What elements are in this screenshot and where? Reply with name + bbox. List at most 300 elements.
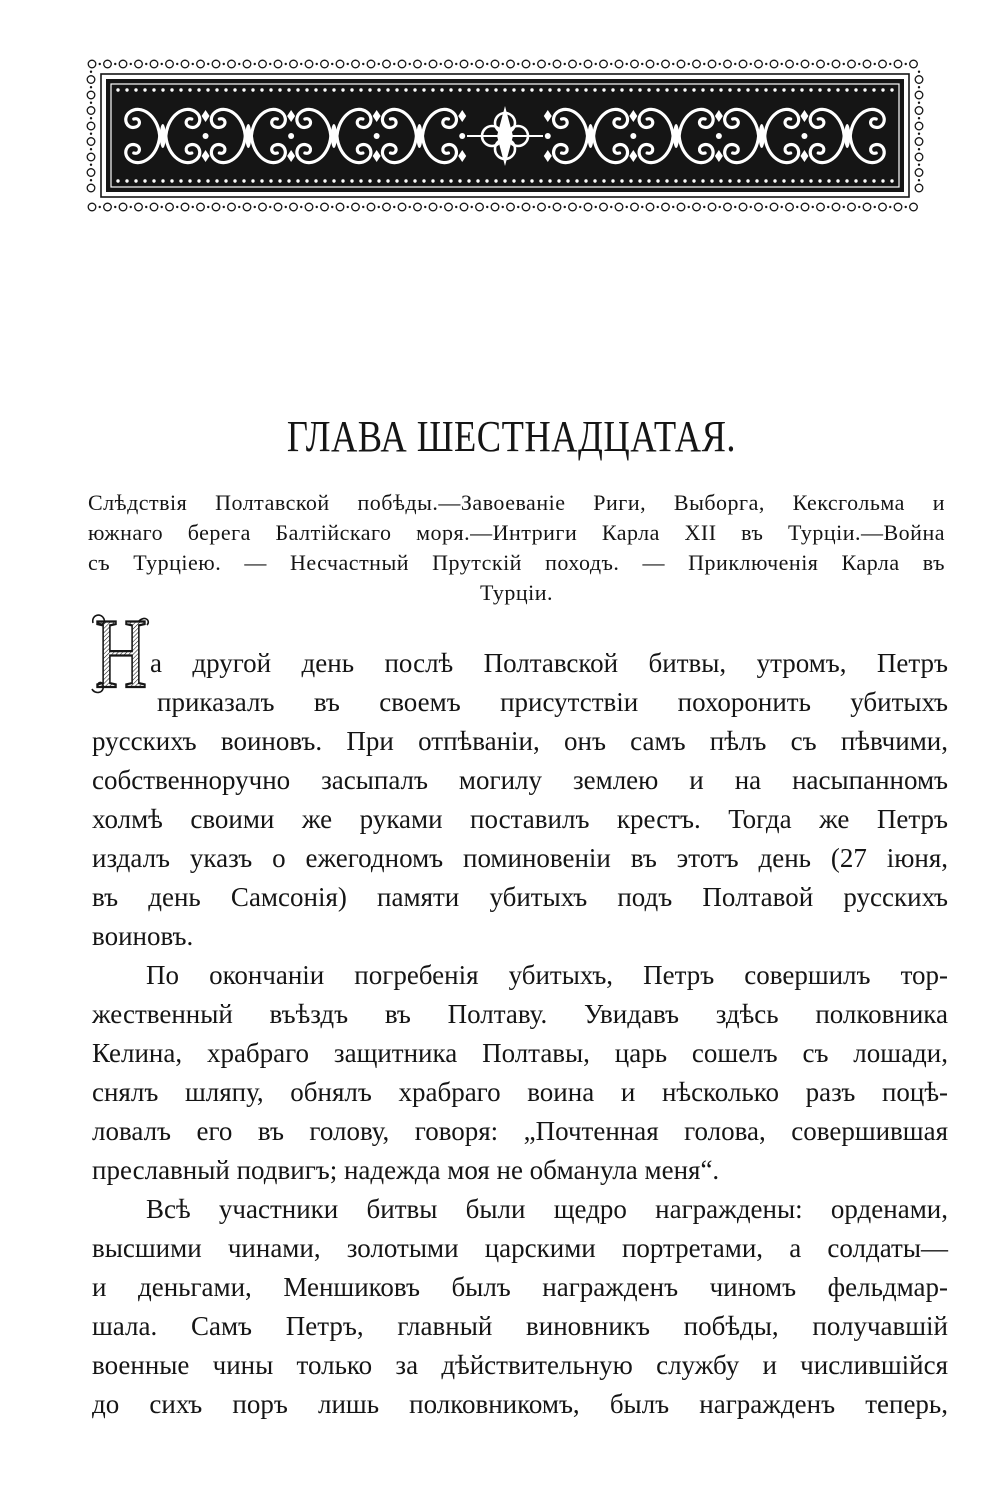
ornament-bead [161,179,164,182]
ornament-bead [854,88,857,91]
ornament-bead [296,88,299,91]
ornament-ring [87,138,95,146]
ornament-ring [584,60,592,68]
ornament-bead [512,88,515,91]
ornament-bead [494,179,497,182]
ornament-dot [548,63,550,65]
ornament-dot [316,63,318,65]
ornament-ring [181,60,189,68]
ornament-dot [781,63,783,65]
ornament-dot [812,63,814,65]
ornament-bead [233,88,236,91]
ornament-bead [746,88,749,91]
ornament-bead [368,88,371,91]
ornament-dot [595,63,597,65]
ornament-bead [251,88,254,91]
ornament-dot [223,206,225,208]
ornament-leaf [416,124,422,148]
ornament-bead [350,88,353,91]
ornament-ring [383,203,391,211]
ornament-bead [314,179,317,182]
ornament-dot [192,63,194,65]
ornament-ring [181,203,189,211]
ornament-dot [161,206,163,208]
ornament-ring [243,60,251,68]
ornament-bead [611,179,614,182]
ornament-dot [812,206,814,208]
ornament-dot [781,206,783,208]
ornament-bead [611,88,614,91]
ornament-ring [166,60,174,68]
ornament-ring [305,60,313,68]
body-line: преславный подвигъ; надежда моя не обманула меня“. [92,1154,720,1185]
ornament-ring [87,76,95,84]
ornament-ring [87,107,95,115]
ornament-bead [413,179,416,182]
ornament-ring [87,184,95,192]
ornament-bead [692,179,695,182]
ornament-bead [836,88,839,91]
ornament-ring [915,76,923,84]
ornament-divider-dot [459,133,465,139]
body-line: въ день Самсонія) памяти убитыхъ подъ Полтавой русскихъ [92,881,948,912]
ornament-ring [88,60,96,68]
ornament-bead [143,88,146,91]
ornament-bead [683,88,686,91]
ornament-ring [429,203,437,211]
ornament-ring [166,203,174,211]
ornament-ring [693,203,701,211]
ornament-dot [99,63,101,65]
ornament-bead [881,88,884,91]
ornament-dot [548,206,550,208]
ornament-bead [296,179,299,182]
summary-line: южнаго берега Балтійскаго моря.—Интриги Карла XII въ Турціи.—Война [88,520,945,545]
body-line: издалъ указъ о ежегодномъ поминовеніи въ этотъ день (27 іюня, [92,842,948,873]
ornament-ring [445,203,453,211]
ornament-bead [530,88,533,91]
ornament-dot [918,164,920,166]
ornament-bead [620,179,623,182]
ornament-ring [460,203,468,211]
ornament-ring [915,122,923,130]
ornament-divider-dot [288,133,294,139]
ornament-bead [719,179,722,182]
ornament-ring [915,169,923,177]
ornament-bead [314,88,317,91]
ornament-bead [728,179,731,182]
ornament-bead [476,179,479,182]
ornament-ring [615,60,623,68]
ornament-bead [449,88,452,91]
ornament-ring [305,203,313,211]
ornament-bead [206,88,209,91]
ornament-ring [87,153,95,161]
ornament-bead [629,88,632,91]
ornament-ring [383,60,391,68]
ornament-dot [393,63,395,65]
ornament-bead [557,88,560,91]
ornament-ring [786,60,794,68]
body-line: воиновъ. [92,920,194,951]
ornament-bead [782,179,785,182]
ornament-dot [90,133,92,135]
ornament-dot [378,206,380,208]
ornament-dot [703,206,705,208]
ornament-bead [530,179,533,182]
ornament-dot [331,63,333,65]
ornament-bead [188,88,191,91]
ornament-dot [90,164,92,166]
ornament-dot [285,206,287,208]
body-line: снялъ шляпу, обнялъ храбраго воина и нѣсколько разъ поцѣ- [92,1076,948,1107]
ornament-bead [386,179,389,182]
ornament-ring [119,60,127,68]
ornament-dot [905,63,907,65]
drop-cap-letter: Н [95,598,147,709]
ornament-leaf [331,124,337,148]
ornament-bead [404,179,407,182]
ornament-dot [641,206,643,208]
ornament-dot [300,63,302,65]
ornament-bead [188,179,191,182]
ornament-ring [476,60,484,68]
ornament-ring [88,203,96,211]
ornament-bead [377,179,380,182]
ornament-bead [512,179,515,182]
body-line: Всѣ участники битвы были щедро награждены: орденами, [146,1193,948,1224]
ornament-dot [672,206,674,208]
ornament-leaf [844,124,850,148]
ornament-ring [212,60,220,68]
ornament-ring [677,203,685,211]
ornament-dot [90,148,92,150]
ornament-bead [647,88,650,91]
chapter-summary [88,488,945,608]
ornament-bead [773,88,776,91]
ornament-dot [626,206,628,208]
ornament-dot [918,133,920,135]
ornament-dot [254,206,256,208]
ornament-bead [818,179,821,182]
ornament-dot [455,63,457,65]
ornament-ring [915,107,923,115]
body-line: военные чины только за дѣйствительную службу и числившійся [92,1349,948,1380]
ornament-bead [125,88,128,91]
ornament-dot [114,63,116,65]
ornament-ring [414,60,422,68]
ornament-bead [467,179,470,182]
ornament-ring [553,203,561,211]
ornament-bead [143,179,146,182]
ornament-ring [708,60,716,68]
ornament-dot [874,206,876,208]
ornament-ring [87,122,95,130]
ornament-bead [269,88,272,91]
ornament-bead [431,88,434,91]
ornament-dot [905,206,907,208]
ornament-bead [872,179,875,182]
ornament-dot [734,206,736,208]
ornament-bead [116,88,119,91]
ornament-bead [287,179,290,182]
ornament-dot [688,63,690,65]
ornament-bead [764,179,767,182]
ornament-dot [918,86,920,88]
ornament-dot [657,63,659,65]
ornament-bead [215,179,218,182]
ornament-ring [677,60,685,68]
ornament-dot [641,63,643,65]
ornament-dot [564,63,566,65]
ornament-bead [395,88,398,91]
ornament-bead [809,179,812,182]
ornament-dot [440,206,442,208]
ornament-dot [207,206,209,208]
ornament-ring [646,203,654,211]
ornament-ring [274,60,282,68]
ornament-bead [647,179,650,182]
ornament-dot [517,63,519,65]
ornament-bead [692,88,695,91]
ornament-dot [827,206,829,208]
ornament-bead [584,88,587,91]
ornament-ring [801,203,809,211]
ornament-ring [212,203,220,211]
ornament-dot [161,63,163,65]
ornament-dot [502,206,504,208]
ornament-dot [347,63,349,65]
ornament-dot [176,63,178,65]
ornament-dot [750,63,752,65]
ornament-dot [378,63,380,65]
ornament-leaf [588,124,594,148]
ornament-ring [445,60,453,68]
ornament-bead [152,179,155,182]
ornament-ring [910,60,918,68]
ornament-dot [207,63,209,65]
ornament-bead [638,179,641,182]
ornament-bead [701,179,704,182]
ornament-dot [455,206,457,208]
ornament-bead [305,88,308,91]
ornament-ring [336,60,344,68]
ornament-bead [872,88,875,91]
ornament-bead [773,179,776,182]
ornament-ring [600,60,608,68]
ornament-bead [710,88,713,91]
ornament-ring [429,60,437,68]
ornament-dot [889,206,891,208]
ornament-bead [386,88,389,91]
ornament-dot [827,63,829,65]
ornament-dot [533,206,535,208]
ornament-leaf [245,124,251,148]
body-line: русскихъ воиновъ. При отпѣваніи, онъ самъ пѣлъ съ пѣвчими, [92,725,948,756]
ornament-ring [915,153,923,161]
ornament-dot [285,63,287,65]
ornament-bead [593,88,596,91]
ornament-bead [242,88,245,91]
ornament-bead [638,88,641,91]
ornament-ring [290,60,298,68]
ornament-bead [737,88,740,91]
ornament-bead [476,88,479,91]
ornament-bead [791,179,794,182]
ornament-ring [631,60,639,68]
ornament-bead [503,88,506,91]
ornament-ring [662,203,670,211]
body-line: жественный въѣздъ въ Полтаву. Увидавъ здѣсь полковника [92,998,948,1029]
ornament-leaf [160,124,166,148]
body-line: ловалъ его въ голову, говоря: „Почтенная голова, совершившая [92,1115,948,1146]
ornament-ring [352,60,360,68]
ornament-ring [104,60,112,68]
summary-line: съ Турціею. — Несчастный Прутскій походъ. — Приключенія Карла въ [88,550,945,575]
ornament-dot [657,206,659,208]
ornament-dot [90,86,92,88]
ornament-ring [150,60,158,68]
ornament-bead [458,88,461,91]
ornament-dot [918,148,920,150]
ornament-ring [915,91,923,99]
ornament-bead [332,179,335,182]
ornament-bead [836,179,839,182]
ornament-dot [90,71,92,73]
ornament-ring [863,203,871,211]
body-line: шала. Самъ Петръ, главный виновникъ побѣды, получавшій [92,1310,948,1341]
ornament-ring [848,203,856,211]
ornament-bead [422,179,425,182]
body-line: Келина, храбраго защитника Полтавы, царь сошелъ съ лошади, [92,1037,948,1068]
ornament-dot [90,102,92,104]
ornament-ring [817,203,825,211]
ornament-ring [569,203,577,211]
ornament-bead [755,179,758,182]
ornament-dot [610,206,612,208]
ornament-bead [215,88,218,91]
ornament-ring [755,60,763,68]
ornament-dot [409,206,411,208]
ornament-bead [395,179,398,182]
ornament-bead [521,88,524,91]
ornament-ring [662,60,670,68]
ornament-ring [135,60,143,68]
ornament-bead [665,88,668,91]
ornament-bead [458,179,461,182]
ornament-dot [176,206,178,208]
ornament-bead [206,179,209,182]
ornament-bead [332,88,335,91]
ornament-bead [125,179,128,182]
ornament-dot [269,63,271,65]
ornament-dot [90,117,92,119]
ornament-dot [114,206,116,208]
ornament-ring [414,203,422,211]
ornament-dot [765,63,767,65]
body-line: приказалъ въ своемъ присутствіи похоронить убитыхъ [157,686,948,717]
ornament-bead [575,179,578,182]
ornament-bead [593,179,596,182]
ornament-ring [915,138,923,146]
ornament-bead [782,88,785,91]
ornament-dot [595,206,597,208]
ornament-dot [223,63,225,65]
ornament-bead [791,88,794,91]
ornament-dot [347,206,349,208]
ornament-ring [197,60,205,68]
ornament-dot [796,63,798,65]
ornament-bead [746,179,749,182]
ornament-bead [701,88,704,91]
ornament-ring [832,60,840,68]
ornament-dot [889,63,891,65]
ornament-leaf [673,124,679,148]
ornament-dot [858,206,860,208]
ornament-ring [538,203,546,211]
ornament-ring [770,203,778,211]
ornament-dot [703,63,705,65]
ornament-bead [827,88,830,91]
ornament-dot [362,63,364,65]
ornament-bead [539,179,542,182]
ornament-bead [890,179,893,182]
ornament-bead [161,88,164,91]
ornament-ring [274,203,282,211]
ornament-dot [99,206,101,208]
ornament-ring [150,203,158,211]
body-line: собственноручно засыпалъ могилу землею и на насыпанномъ [92,764,948,795]
ornament-divider-dot [801,133,807,139]
ornament-ring [321,203,329,211]
ornament-bead [566,179,569,182]
ornament-ring [848,60,856,68]
ornament-bead [494,88,497,91]
ornament-bead [341,88,344,91]
ornament-ring [259,203,267,211]
ornament-ring [104,203,112,211]
ornament-dot [517,206,519,208]
ornament-bead [548,179,551,182]
ornament-ring [491,203,499,211]
ornament-ring [243,203,251,211]
ornament-dot [719,63,721,65]
ornament-dot [238,206,240,208]
ornament-dot [719,206,721,208]
ornament-bead [260,179,263,182]
headpiece-ornament [84,57,926,214]
ornament-ring [491,60,499,68]
ornament-dot [486,63,488,65]
ornament-bead [341,179,344,182]
ornament-bead [809,88,812,91]
ornament-dot [238,63,240,65]
ornament-divider-dot [630,133,636,139]
ornament-ring [553,60,561,68]
ornament-dot [843,206,845,208]
ornament-ring [693,60,701,68]
ornament-dot [424,206,426,208]
ornament-bead [521,179,524,182]
ornament-ring [755,203,763,211]
ornament-bead [755,88,758,91]
ornament-dot [393,206,395,208]
ornament-bead [440,88,443,91]
ornament-bead [845,88,848,91]
ornament-dot [316,206,318,208]
ornament-ring [476,203,484,211]
ornament-ring [135,203,143,211]
